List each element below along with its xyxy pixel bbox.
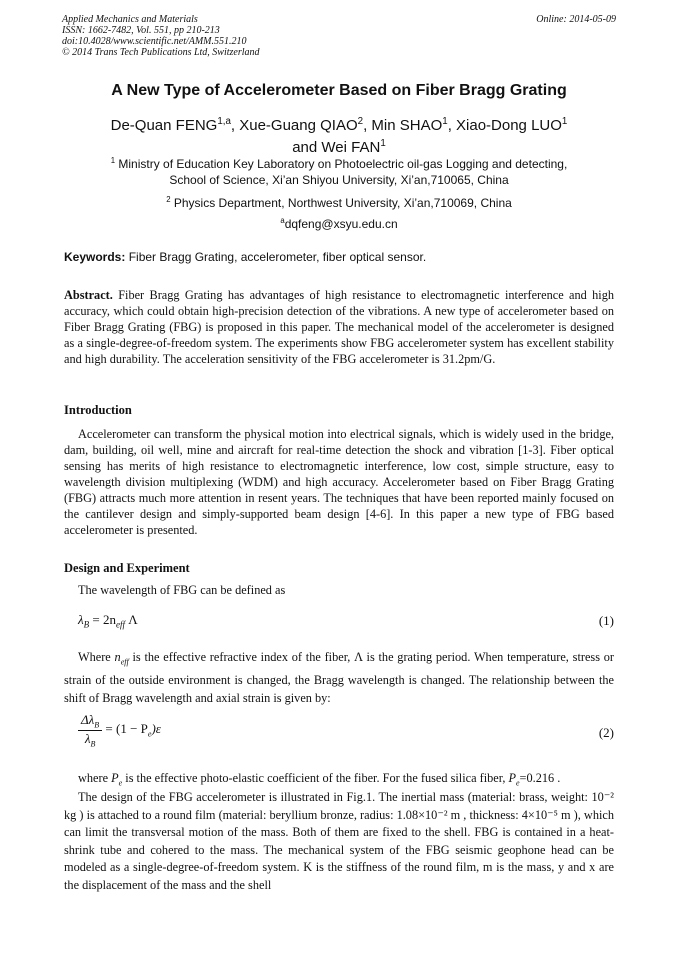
- affiliation-text: Ministry of Education Key Laboratory on Photoelectric oil-gas Logging and detecting,: [115, 157, 568, 171]
- inline-variable: P: [508, 771, 516, 785]
- online-date: Online: 2014-05-09: [536, 14, 616, 25]
- author-sup: 1: [442, 116, 448, 127]
- affiliation-sup: 2: [166, 195, 171, 204]
- inline-subscript: e: [118, 778, 123, 788]
- eq-denominator: λ: [84, 730, 91, 746]
- inline-variable: n: [114, 650, 121, 664]
- affiliation-1: [60, 153, 618, 188]
- author-sup: 1: [561, 116, 568, 127]
- abstract: [64, 287, 614, 367]
- inline-subscript: eff: [120, 657, 129, 667]
- affiliation-sup: 1: [110, 156, 116, 165]
- equation-1-number: (1): [598, 613, 614, 628]
- fraction: [78, 712, 102, 748]
- eq-symbol: λ: [78, 612, 84, 627]
- author-name: , Xiao-Dong LUO: [447, 117, 562, 134]
- equation-1: [78, 612, 616, 630]
- abstract-label: Abstract.: [64, 288, 113, 302]
- text-run: is the effective refractive index of the fiber, Λ is the grating period. When temperature, stress or strain of the outside environment is changed, the Bragg wavelength is changed. The relationship between the shift of Bragg wavelength and axial strain is given by:: [64, 650, 614, 706]
- keywords-text: Fiber Bragg Grating, accelerometer, fiber optical sensor.: [125, 250, 427, 264]
- equation-2-number: (2): [598, 725, 614, 740]
- author-sup: 2: [357, 116, 364, 127]
- eq-numerator: Δλ: [81, 712, 95, 727]
- email: [60, 213, 618, 232]
- text-run: is the effective photo-elastic coefficient of the fiber. For the fused silica fiber,: [122, 771, 509, 785]
- section-heading-introduction: Introduction: [64, 403, 132, 417]
- introduction-paragraph: Accelerometer can transform the physical motion into electrical signals, which is widely used in the bridge, dam, building, oil well, mine and aircraft for real-time detection the shock and vibration [1-3]. Fiber optical sensing has merits of high resistance to electromagnetic interference, low cost, simple structure, easy to wavelength division multiplexing (WDM) and high accuracy. Accelerometer based on Fiber Bragg Grating (FBG) attracts much more attention in resent years. The techniques that have been reported mainly focused on the cantilever design and simply-supported beam design [4-6]. In this paper a new type of FBG based accelerometer is presented.: [64, 427, 614, 537]
- author-name: , Min SHAO: [363, 117, 443, 134]
- affiliation-2: [60, 192, 618, 211]
- affiliation-text: School of Science, Xi’an Shiyou University, Xi’an,710065, China: [169, 173, 509, 187]
- inline-subscript: e: [515, 778, 520, 788]
- text-run: =0.216 .: [519, 771, 561, 785]
- author-name: and Wei FAN: [292, 139, 381, 156]
- authors-line-1: [60, 113, 618, 135]
- eq-term: Λ: [124, 612, 138, 627]
- text-run: where: [78, 771, 112, 785]
- author-name: , Xue-Guang QIAO: [230, 117, 358, 134]
- eq-subscript: B: [90, 739, 96, 749]
- keywords-label: Keywords:: [64, 250, 126, 264]
- design-paragraph-2: [64, 648, 614, 707]
- design-paragraph-1: The wavelength of FBG can be defined as: [78, 583, 286, 597]
- eq-term: = 2n: [89, 612, 116, 627]
- eq-subscript: eff: [115, 619, 125, 630]
- text-run: Where: [78, 650, 115, 664]
- eq-subscript: B: [83, 619, 90, 630]
- design-paragraph-4: The design of the FBG accelerometer is illustrated in Fig.1. The inertial mass (material: brass, weight: 10⁻² kg ) is attached to a round film (material: beryllium bronze, radius: 1.08×10⁻² m , thickness: 4×10⁻⁵ m ), which can limit the transversal motion of the mass. Both of them are fixed to the shell. FBG is contained in a heat-shrink tube and cohered to the mass. The mechanical system of the FBG seismic geophone head can be modeled as a single-degree-of-freedom system. K is the stiffness of the round film, m is the mass, y and x are the displacement of the mass and the shell: [64, 790, 614, 892]
- author-name: De-Quan FENG: [110, 117, 218, 134]
- author-sup: 1,a: [217, 116, 231, 127]
- copyright: © 2014 Trans Tech Publications Ltd, Switzerland: [62, 47, 260, 58]
- keywords: [64, 250, 616, 264]
- doi: doi:10.4028/www.scientific.net/AMM.551.210: [62, 36, 247, 47]
- abstract-text: Fiber Bragg Grating has advantages of high resistance to electromagnetic interference and high accuracy, which could obtain high-precision detection of the vibrations. A new type of accelerometer based on Fiber Bragg Grating (FBG) is proposed in this paper. The mechanical model of the accelerometer is designed as a single-degree-of-freedom system. The experiments show FBG accelerometer system has excellent stability and high durability. The acceleration sensitivity of the FBG accelerometer is 31.2pm/G.: [64, 288, 614, 366]
- eq-term: )ε: [151, 721, 161, 737]
- issn: ISSN: 1662-7482, Vol. 551, pp 210-213: [62, 25, 220, 36]
- authors: [60, 113, 618, 157]
- eq-subscript: B: [94, 720, 100, 730]
- affiliation-text: Physics Department, Northwest University, Xi’an,710069, China: [170, 196, 512, 210]
- paper-title: A New Type of Accelerometer Based on Fiber Bragg Grating: [111, 82, 567, 99]
- email-address: dqfeng@xsyu.edu.cn: [284, 217, 398, 231]
- journal-info: [62, 14, 260, 58]
- inline-variable: P: [111, 771, 119, 785]
- email-sup: a: [280, 216, 285, 225]
- eq-subscript: e: [147, 729, 152, 739]
- author-sup: 1: [380, 138, 386, 149]
- eq-term: = (1 − P: [102, 721, 148, 737]
- journal-name: Applied Mechanics and Materials: [62, 14, 198, 25]
- equation-2: [78, 712, 616, 748]
- section-heading-design: Design and Experiment: [64, 561, 190, 575]
